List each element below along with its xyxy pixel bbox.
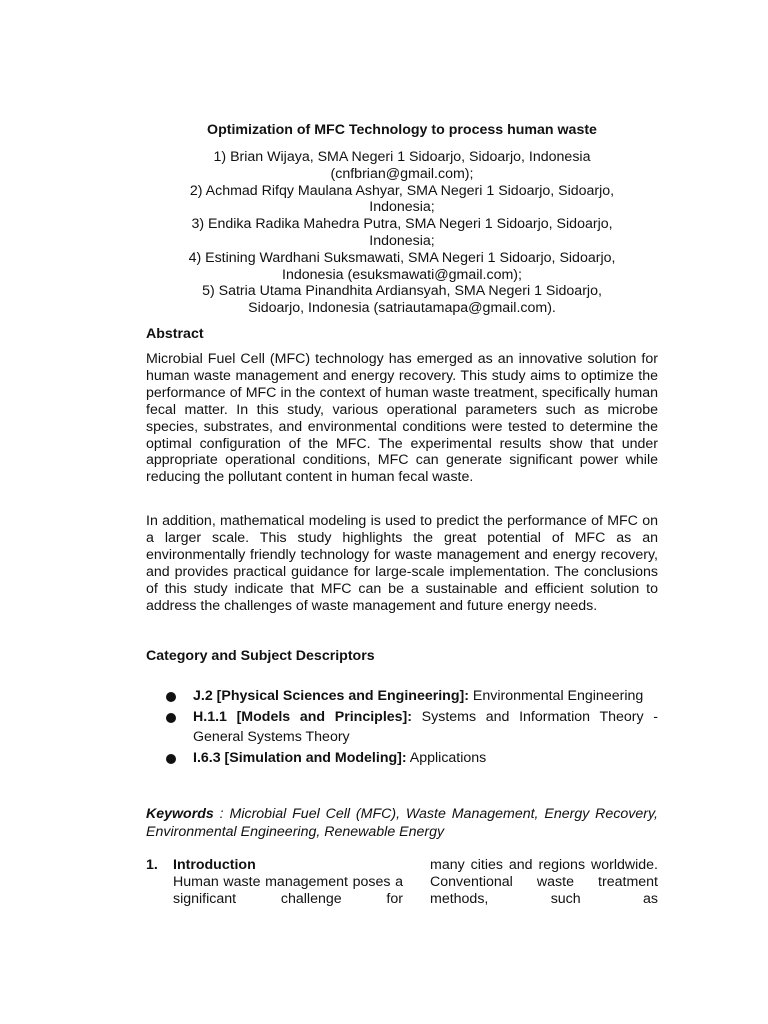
bullet-dot-icon [166, 754, 176, 764]
author-2-line-2: Indonesia; [369, 199, 435, 216]
paper-title: Optimization of MFC Technology to process human waste [207, 122, 597, 138]
category-heading: Category and Subject Descriptors [146, 648, 375, 664]
abstract-heading: Abstract [146, 326, 204, 342]
author-1-line-1: 1) Brian Wijaya, SMA Negeri 1 Sidoarjo, Sidoarjo, Indonesia [213, 149, 591, 165]
author-list [146, 149, 658, 317]
author-3-line-1: 3) Endika Radika Mahedra Putra, SMA Negeri 1 Sidoarjo, Sidoarjo, [191, 216, 613, 233]
author-5-line-1: 5) Satria Utama Pinandhita Ardiansyah, SMA Negeri 1 Sidoarjo, [202, 283, 602, 300]
category-list [166, 686, 658, 769]
intro-left-column [146, 857, 403, 908]
category-description: Applications [406, 750, 487, 766]
intro-number: 1. [146, 857, 158, 873]
keywords [146, 806, 658, 841]
author-2-line-1: 2) Achmad Rifqy Maulana Ashyar, SMA Negeri 1 Sidoarjo, Sidoarjo, [189, 182, 615, 199]
category-code: J.2 [Physical Sciences and Engineering]: [193, 688, 469, 704]
category-item [166, 686, 658, 706]
author-4-line-1: 4) Estining Wardhani Suksmawati, SMA Negeri 1 Sidoarjo, Sidoarjo, [188, 249, 616, 266]
keywords-label: Keywords [146, 806, 214, 822]
author-3-line-2: Indonesia; [369, 232, 435, 249]
author-1-line-2: (cnfbrian@gmail.com); [330, 165, 474, 182]
bullet-dot-icon [166, 713, 176, 723]
intro-heading: Introduction [173, 857, 256, 873]
intro-left-text: Human waste management poses a significant challenge for [173, 874, 403, 907]
category-code: H.1.1 [Models and Principles]: [193, 709, 412, 725]
intro-right-text: many cities and regions worldwide. Conventional waste treatment methods, such as [430, 857, 658, 907]
category-item [166, 748, 658, 768]
abstract-paragraph-2: In addition, mathematical modeling is used to predict the performance of MFC on a larger scale. This study highlights the great potential of MFC as an environmentally friendly technology for waste management and energy recovery, and provides practical guidance for large-scale implementation. The conclusions of this study indicate that MFC can be a sustainable and efficient solution to address the challenges of waste management and future energy needs. [146, 513, 658, 614]
author-5-line-2: Sidoarjo, Indonesia (satriautamapa@gmail.com). [248, 300, 556, 317]
author-4-line-2: Indonesia (esuksmawati@gmail.com); [282, 266, 522, 283]
abstract-paragraph-1: Microbial Fuel Cell (MFC) technology has emerged as an innovative solution for human waste management and energy recovery. This study aims to optimize the performance of MFC in the context of human waste treatment, specifically human fecal matter. In this study, various operational parameters such as microbe species, substrates, and environmental conditions were tested to determine the optimal configuration of the MFC. The experimental results show that under appropriate operational conditions, MFC can generate significant power while reducing the pollutant content in human fecal waste. [146, 351, 658, 486]
category-code: I.6.3 [Simulation and Modeling]: [193, 750, 407, 766]
category-item [166, 707, 658, 747]
bullet-dot-icon [166, 692, 176, 702]
category-description: Systems and Information Theory - General Systems Theory [193, 709, 658, 745]
category-description: Environmental Engineering [468, 688, 644, 704]
intro-heading-row [146, 857, 403, 874]
keywords-text: : Microbial Fuel Cell (MFC), Waste Management, Energy Recovery, Environmental Engineering, Renewable Energy [146, 806, 658, 840]
